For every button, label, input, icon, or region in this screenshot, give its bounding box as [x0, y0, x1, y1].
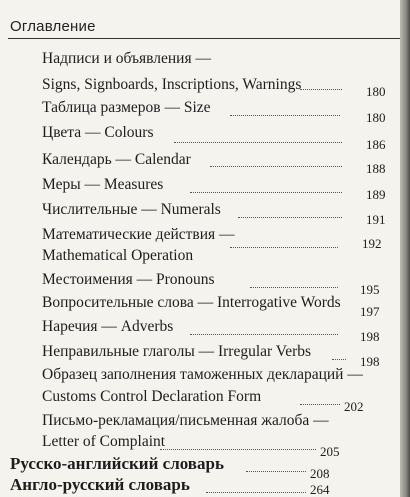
toc-leader-dots — [206, 492, 306, 493]
toc-entry-calendar: Календарь — Calendar — [42, 151, 191, 168]
toc-page-number: 202 — [344, 399, 364, 414]
toc-leader-dots — [238, 217, 342, 218]
toc-page-number: 198 — [360, 354, 380, 369]
toc-page-number: 191 — [366, 212, 386, 227]
toc-page-number: 208 — [310, 466, 330, 481]
toc-leader-dots — [300, 404, 340, 405]
toc-entry-customs-line2: Customs Control Declaration Form — [42, 388, 262, 405]
toc-entry-ru-en-dictionary: Русско-английский словарь — [10, 454, 224, 473]
toc-page-number: 198 — [360, 329, 380, 344]
toc-leader-dots — [174, 142, 342, 143]
page-header-title: Оглавление — [10, 18, 96, 35]
toc-leader-dots — [210, 166, 342, 167]
toc-leader-dots — [160, 449, 316, 450]
toc-page-number: 264 — [310, 482, 330, 497]
toc-entry-math-line2: Mathematical Operation — [42, 247, 194, 264]
toc-page-number: 180 — [366, 84, 386, 99]
toc-entry-adverbs: Наречия — Adverbs — [42, 318, 174, 335]
toc-page-number: 188 — [366, 161, 386, 176]
toc-leader-dots — [332, 359, 346, 360]
toc-entry-complaint-line2: Letter of Complaint — [42, 433, 166, 450]
toc-entry-signs-line1: Надписи и объявления — — [42, 50, 211, 67]
toc-entry-math-line1: Математические действия — — [42, 226, 235, 243]
toc-entry-interrogative: Вопросительные слова — Interrogative Words — [42, 294, 341, 311]
toc-entry-en-ru-dictionary: Англо-русский словарь — [10, 475, 190, 494]
toc-leader-dots — [230, 115, 340, 116]
header-rule — [8, 38, 400, 39]
toc-entry-measures: Меры — Measures — [42, 176, 164, 193]
toc-leader-dots — [300, 89, 342, 90]
toc-leader-dots — [190, 192, 342, 193]
toc-page-number: 192 — [362, 236, 382, 251]
toc-page-number: 197 — [360, 304, 380, 319]
toc-entry-complaint-line1: Письмо-рекламация/письменная жалоба — — [42, 412, 329, 429]
adjacent-page-edge — [400, 0, 410, 497]
toc-entry-numerals: Числительные — Numerals — [42, 201, 221, 218]
toc-entry-colours: Цвета — Colours — [42, 124, 154, 141]
toc-leader-dots — [190, 334, 338, 335]
toc-leader-dots — [250, 287, 338, 288]
toc-entry-irregular-verbs: Неправильные глаголы — Irregular Verbs — [42, 343, 312, 360]
toc-page-number: 195 — [360, 282, 380, 297]
toc-leader-dots — [230, 247, 338, 248]
toc-entry-size: Таблица размеров — Size — [42, 99, 211, 116]
toc-page-number: 186 — [366, 137, 386, 152]
toc-page-number: 180 — [366, 110, 386, 125]
toc-entry-customs-line1: Образец заполнения таможенных деклараций — — [42, 366, 363, 383]
toc-page-number: 189 — [366, 187, 386, 202]
toc-leader-dots — [246, 471, 306, 472]
toc-entry-signs-line2: Signs, Signboards, Inscriptions, Warnings — [42, 76, 302, 93]
toc-entry-pronouns: Местоимения — Pronouns — [42, 271, 215, 288]
toc-page-number: 205 — [320, 444, 340, 459]
